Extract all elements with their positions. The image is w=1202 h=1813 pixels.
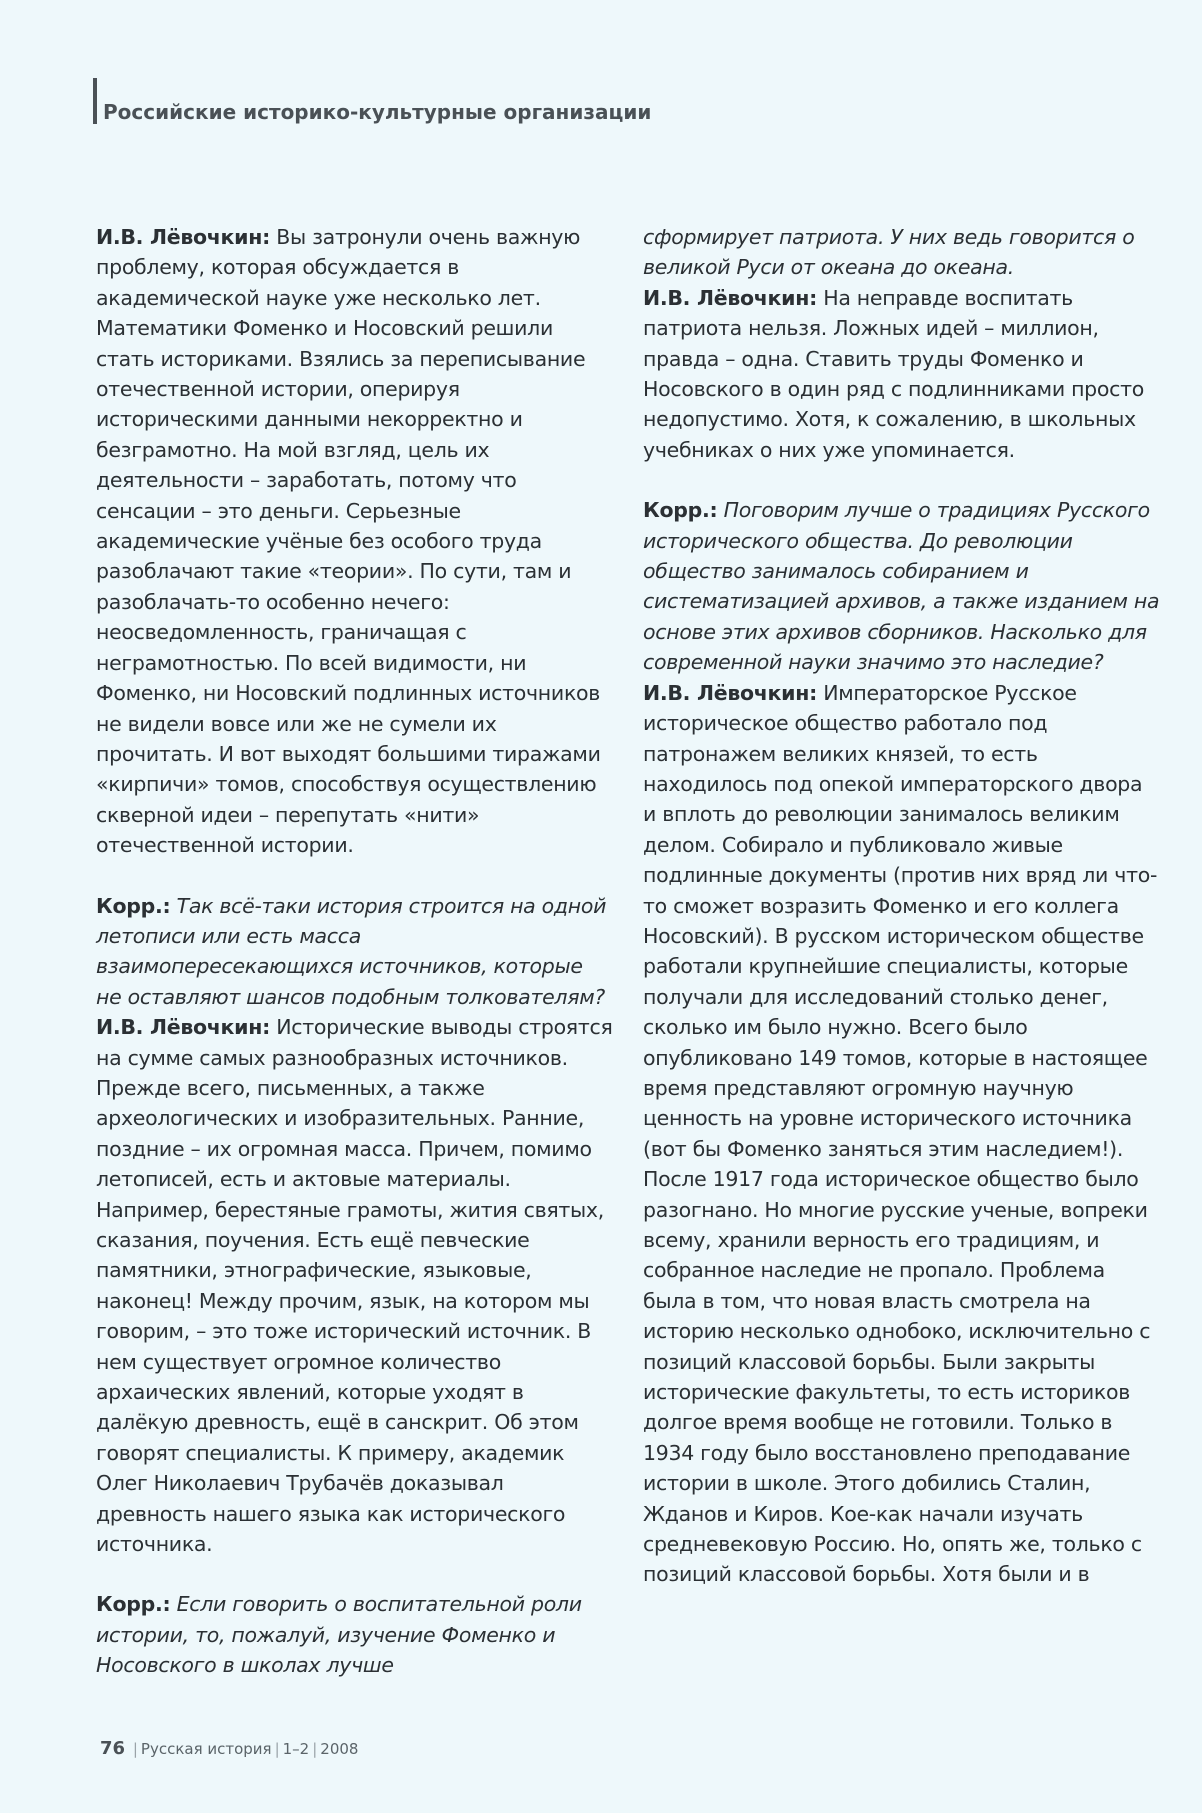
interview-answer — [643, 678, 1161, 1590]
paragraph-text: На неправде воспитать патриота нельзя. Ложных идей – миллион, правда – одна. Ставить труды Фоменко и Носовского в один ряд с подлинниками просто недопустимо. Хотя, к сожалению, в школьных учебниках о них уже упоминается. — [643, 285, 1144, 462]
speaker-label: Корр.: — [643, 498, 718, 523]
paragraph-text: Императорское Русское историческое общество работало под патронажем великих князей, то есть находилось под опекой императорского двора и вплоть до революции занималось великим делом. Собирало и публиковало живые подлинные документы (против них вряд ли что-то сможет возразить Фоменко и его коллега Носовский). В русском историческом обществе работали крупнейшие специалисты, которые получали для исследований столько денег, сколько им было нужно. Всего было опубликовано 149 томов, которые в настоящее время представляют огромную научную ценность на уровне исторического источника (вот бы Фоменко заняться этим наследием!). После 1917 года историческое общество было разогнано. Но многие русские ученые, вопреки всему, хранили верность его традициям, и собранное наследие не пропало. Проблема была в том, что новая власть смотрела на историю несколько однобоко, исключительно с позиций классовой борьбы. Были закрыты исторические факультеты, то есть историков долгое время вообще не готовили. Только в 1934 году было восстановлено преподавание истории в школе. Этого добились Сталин, Жданов и Киров. Кое-как начали изучать средневековую Россию. Но, опять же, только с позиций классовой борьбы. Хотя были и в — [643, 680, 1158, 1587]
issue-number: 1–2 — [282, 1740, 310, 1758]
section-header — [93, 78, 651, 124]
paragraph-text: Поговорим лучше о традициях Русского исторического общества. До революции общество занималось собиранием и систематизацией архивов, а также изданием на основе этих архивов сборников. Насколько для современной науки значимо это наследие? — [643, 498, 1160, 675]
right-column — [643, 222, 1161, 1590]
paragraph-text: Вы затронули очень важную проблему, которая обсуждается в академической науке уже несколько лет. Математики Фоменко и Носовский решили стать историками. Взялись за переписывание отечественной истории, оперируя историческими данными некорректно и безграмотно. На мой взгляд, цель их деятельности – заработать, потому что сенсации – это деньги. Серьезные академические учёные без особого труда разоблачают такие «теории». По сути, там и разоблачать-то особенно нечего: неосведомленность, граничащая с неграмотностью. По всей видимости, ни Фоменко, ни Носовский подлинных источников не видели вовсе или же не сумели их прочитать. И вот выходят большими тиражами «кирпичи» томов, способствуя осуществлению скверной идеи – перепутать «нити» отечественной истории. — [96, 225, 601, 858]
interview-answer — [643, 283, 1161, 465]
interviewer-question — [96, 891, 614, 1013]
interviewer-question — [643, 222, 1161, 283]
interviewer-question — [96, 1589, 614, 1680]
speaker-label: И.В. Лёвочкин: — [96, 225, 270, 249]
interview-answer — [96, 222, 614, 861]
speaker-label: И.В. Лёвочкин: — [643, 680, 817, 705]
header-rule — [93, 78, 97, 124]
speaker-label: И.В. Лёвочкин: — [643, 285, 817, 310]
speaker-label: Корр.: — [96, 1592, 171, 1617]
speaker-label: И.В. Лёвочкин: — [96, 1015, 270, 1040]
interviewer-question — [643, 495, 1161, 677]
footer-separator: | — [274, 1740, 280, 1758]
section-title: Российские историко-культурные организации — [103, 100, 652, 124]
magazine-name: Русская история — [140, 1740, 272, 1758]
left-column — [96, 222, 614, 1681]
interview-answer — [96, 1012, 614, 1559]
paragraph-text: Исторические выводы строятся на сумме самых разнообразных источников. Прежде всего, письменных, а также археологических и изобразительных. Ранние, поздние – их огромная масса. Причем, помимо летописей, есть и актовые материалы. Например, берестяные грамоты, жития святых, сказания, поучения. Есть ещё певческие памятники, этнографические, языковые, наконец! Между прочим, язык, на котором мы говорим, – это тоже исторический источник. В нем существует огромное количество архаических явлений, которые уходят в далёкую древность, ещё в санскрит. Об этом говорят специалисты. К примеру, академик Олег Николаевич Трубачёв доказывал древность нашего языка как исторического источника. — [96, 1015, 613, 1557]
footer-separator: | — [312, 1740, 318, 1758]
paragraph-text: сформирует патриота. У них ведь говорится о великой Руси от океана до океана. — [643, 225, 1135, 280]
paragraph-text: Если говорить о воспитательной роли истории, то, пожалуй, изучение Фоменко и Носовского в школах лучше — [96, 1592, 582, 1678]
paragraph-text: Так всё-таки история строится на одной летописи или есть масса взаимопересекающихся источников, которые не оставляют шансов подобным толкователям? — [96, 893, 607, 1009]
speaker-label: Корр.: — [96, 893, 171, 918]
page-footer — [100, 1738, 358, 1759]
page-number: 76 — [100, 1738, 126, 1759]
issue-year: 2008 — [320, 1740, 359, 1758]
footer-separator: | — [132, 1740, 138, 1758]
